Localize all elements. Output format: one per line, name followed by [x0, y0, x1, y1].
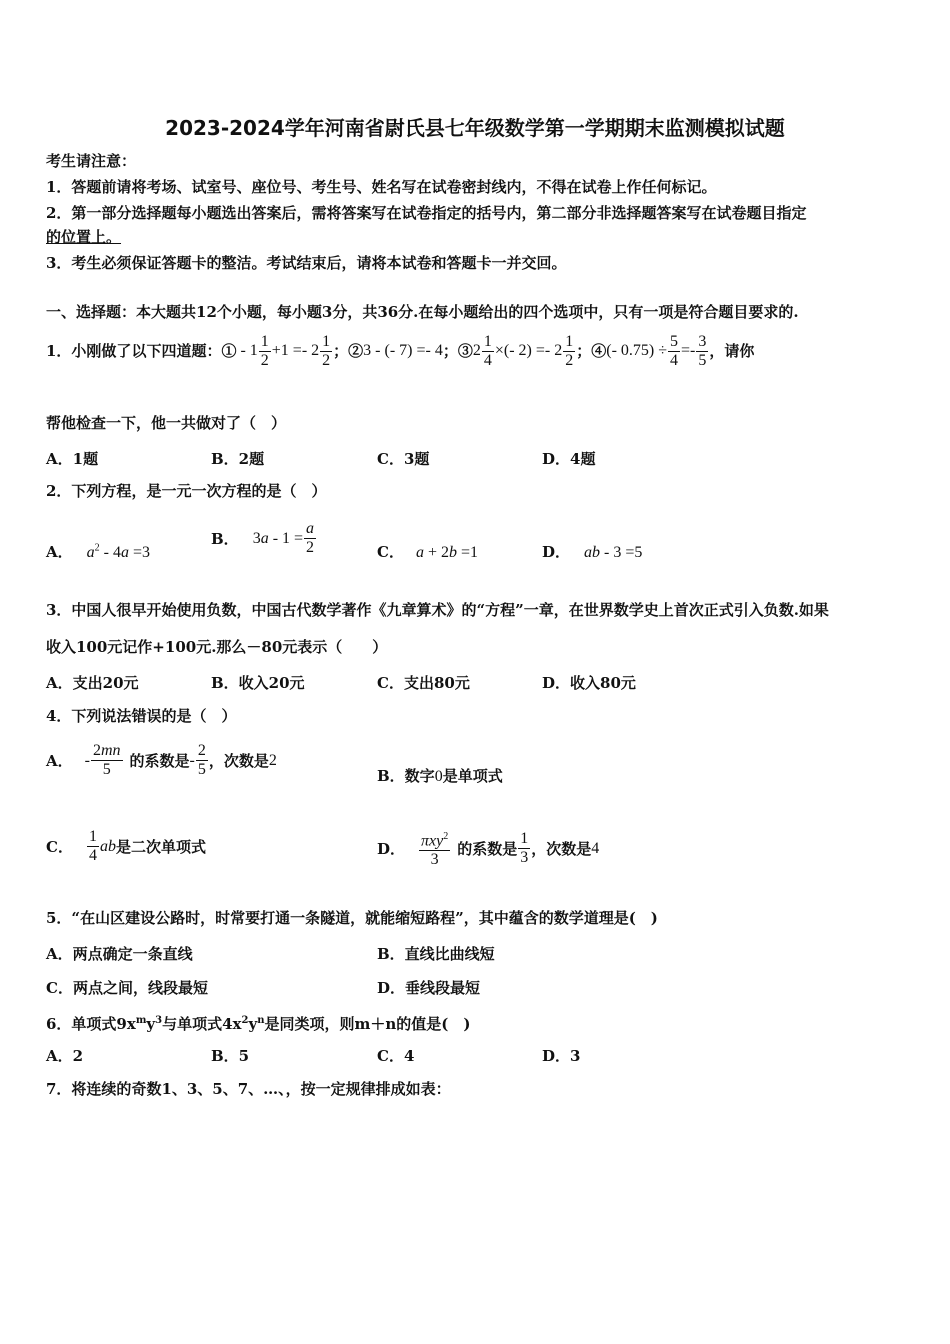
option-a: A．支出20元: [46, 674, 139, 692]
q1-expr-3: 2: [472, 342, 481, 359]
option-b: B．收入20元: [211, 674, 305, 692]
page-title: 2023-2024学年河南省尉氏县七年级数学第一学期期末监测模拟试题: [165, 116, 785, 140]
notice-item: 1．答题前请将考场、试室号、座位号、考生号、姓名写在试卷密封线内，不得在试卷上作任何标记。: [46, 178, 717, 196]
fraction: $\frac{5}{4}$: [670, 332, 678, 369]
section-heading: 一、选择题：本大题共12个小题，每小题3分，共36分.在每小题给出的四个选项中，只有一项是符合题目要求的.: [46, 303, 799, 321]
question-1: 1．小刚做了以下四道题：① - 1 $\frac{1}{2}$ +1 =- 2 $\frac{1}{2}$ ；② 3 - (- 7) =- 4 ；③ 2 $\frac{1}{4}$ ×(- 2) =- 2 $\frac{1}{2}$ ；④ (- 0.75) ÷ $\frac{5}{4}$ =- $\frac{3}{5}$ ，请你: [46, 330, 754, 372]
option-b: B．数字0是单项式: [377, 767, 503, 785]
option-b: B． 3a - 1 = $\frac{a}{2}$: [211, 520, 315, 556]
fraction: $\frac{1}{4}$: [483, 332, 492, 369]
notice-item: 2．第一部分选择题每小题选出答案后，需将答案写在试卷指定的括号内，第二部分非选择题答案写在试卷题目指定: [46, 204, 807, 222]
option-b: B．5: [211, 1047, 250, 1065]
q1-line2: 帮他检查一下，他一共做对了（ ）: [46, 414, 287, 432]
q1-tail: ，请你: [709, 342, 755, 360]
option-d: D． ab - 3 =5: [542, 543, 643, 561]
q7-stem: 7．将连续的奇数1、3、5、7、…、，按一定规律排成如表：: [46, 1080, 451, 1098]
option-a: A． - $\frac{2mn}{5}$ 的系数是 - $\frac{2}{5}$ ，次数是 2: [46, 742, 277, 778]
option-a: A．两点确定一条直线: [46, 945, 193, 963]
q5-stem: 5．“在山区建设公路时，时常要打通一条隧道，就能缩短路程”，其中蕴含的数学道理是( ): [46, 909, 658, 927]
q3-line2: 收入100元记作+100元.那么－80元表示（ ）: [46, 638, 388, 656]
option-b: B．2题: [211, 450, 265, 468]
option-d: D． $\frac{\pi xy^2}{3}$ 的系数是 $\frac{1}{3}$ ，次数是 4: [377, 828, 599, 869]
option-c: C． $\frac{1}{4}$ ab 是二次单项式: [46, 828, 206, 864]
option-c: C．两点之间，线段最短: [46, 979, 208, 997]
q6-stem: 6．单项式$9x^my^3$与单项式$4x^2y^n$是同类项，则m＋n的值是( ): [46, 1015, 471, 1033]
fraction: $\frac{3}{5}$: [698, 332, 707, 369]
option-d: D．4题: [542, 450, 596, 468]
fraction: $\frac{1}{2}$: [260, 332, 269, 369]
q1-prefix: 1．小刚做了以下四道题：①: [46, 342, 237, 360]
option-d: D．3: [542, 1047, 581, 1065]
option-a: A． $a^2 - 4a =3$: [46, 542, 150, 561]
option-a: A．1题: [46, 450, 99, 468]
q1-expr-4: (- 0.75) ÷: [606, 342, 667, 359]
option-c: C．4: [377, 1047, 415, 1065]
option-a: A．2: [46, 1047, 84, 1065]
q4-stem: 4．下列说法错误的是（ ）: [46, 707, 237, 725]
option-c: C．3题: [377, 450, 430, 468]
notice-item: 3．考生必须保证答题卡的整洁。考试结束后，请将本试卷和答题卡一并交回。: [46, 254, 567, 272]
option-c: C． a + 2b =1: [377, 543, 479, 561]
notice-item: 的位置上。: [46, 228, 122, 246]
q1-expr-2: 3 - (- 7) =- 4: [363, 342, 443, 359]
notice-heading: 考生请注意：: [46, 152, 137, 170]
option-b: B．直线比曲线短: [377, 945, 495, 963]
option-c: C．支出80元: [377, 674, 470, 692]
fraction: $\frac{1}{2}$: [565, 332, 574, 369]
q2-stem: 2．下列方程，是一元一次方程的是（ ）: [46, 482, 327, 500]
fraction: $\frac{1}{2}$: [322, 332, 331, 369]
q3-line1: 3．中国人很早开始使用负数，中国古代数学著作《九章算术》的“方程”一章，在世界数学史上首次正式引入负数.如果: [46, 601, 829, 619]
q1-expr-1: - 1: [236, 342, 258, 359]
option-d: D．垂线段最短: [377, 979, 481, 997]
option-d: D．收入80元: [542, 674, 636, 692]
